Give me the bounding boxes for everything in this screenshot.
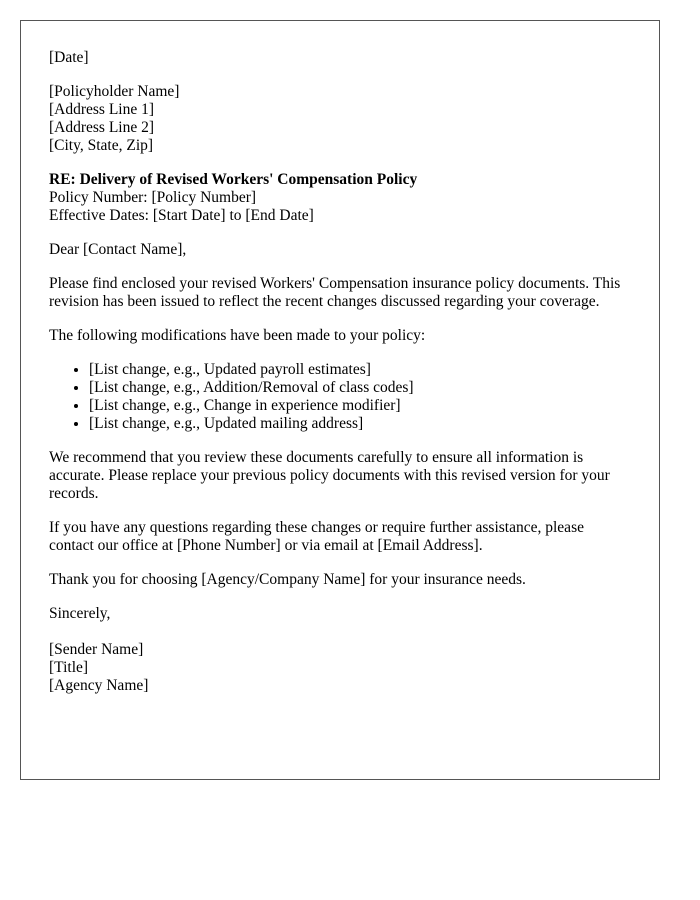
recipient-city-state-zip: [City, State, Zip] bbox=[49, 137, 154, 154]
re-block bbox=[49, 171, 631, 225]
letter-page bbox=[20, 20, 660, 780]
review-paragraph: We recommend that you review these documents carefully to ensure all information is accurate. Please replace your previous policy documents with this revised version for your records. bbox=[49, 449, 610, 502]
recipient-address-block bbox=[49, 83, 631, 155]
closing: Sincerely, bbox=[49, 605, 111, 622]
recipient-address-line-2: [Address Line 2] bbox=[49, 119, 155, 136]
list-item: • [List change, e.g., Addition/Removal of class codes] bbox=[89, 379, 631, 397]
changes-list bbox=[49, 361, 631, 433]
recipient-address-line-1: [Address Line 1] bbox=[49, 101, 155, 118]
re-subject: RE: Delivery of Revised Workers' Compensation Policy bbox=[49, 171, 418, 188]
signature-block bbox=[49, 641, 631, 695]
letter-date: [Date] bbox=[49, 49, 89, 66]
list-item: • [List change, e.g., Change in experience modifier] bbox=[89, 397, 631, 415]
recipient-name: [Policyholder Name] bbox=[49, 83, 180, 100]
salutation: Dear [Contact Name], bbox=[49, 241, 187, 258]
modifications-intro: The following modifications have been made to your policy: bbox=[49, 327, 426, 344]
sender-title: [Title] bbox=[49, 659, 89, 676]
list-item: • [List change, e.g., Updated mailing address] bbox=[89, 415, 631, 433]
sender-name: [Sender Name] bbox=[49, 641, 144, 658]
effective-dates: Effective Dates: [Start Date] to [End Date] bbox=[49, 207, 314, 224]
list-item: • [List change, e.g., Updated payroll estimates] bbox=[89, 361, 631, 379]
thanks-paragraph: Thank you for choosing [Agency/Company Name] for your insurance needs. bbox=[49, 571, 526, 588]
sender-agency: [Agency Name] bbox=[49, 677, 149, 694]
policy-number: Policy Number: [Policy Number] bbox=[49, 189, 257, 206]
questions-paragraph: If you have any questions regarding these changes or require further assistance, please contact our office at [Phone Number] or via email at [Email Address]. bbox=[49, 519, 584, 554]
intro-paragraph: Please find enclosed your revised Workers' Compensation insurance policy documents. This revision has been issued to reflect the recent changes discussed regarding your coverage. bbox=[49, 275, 621, 310]
